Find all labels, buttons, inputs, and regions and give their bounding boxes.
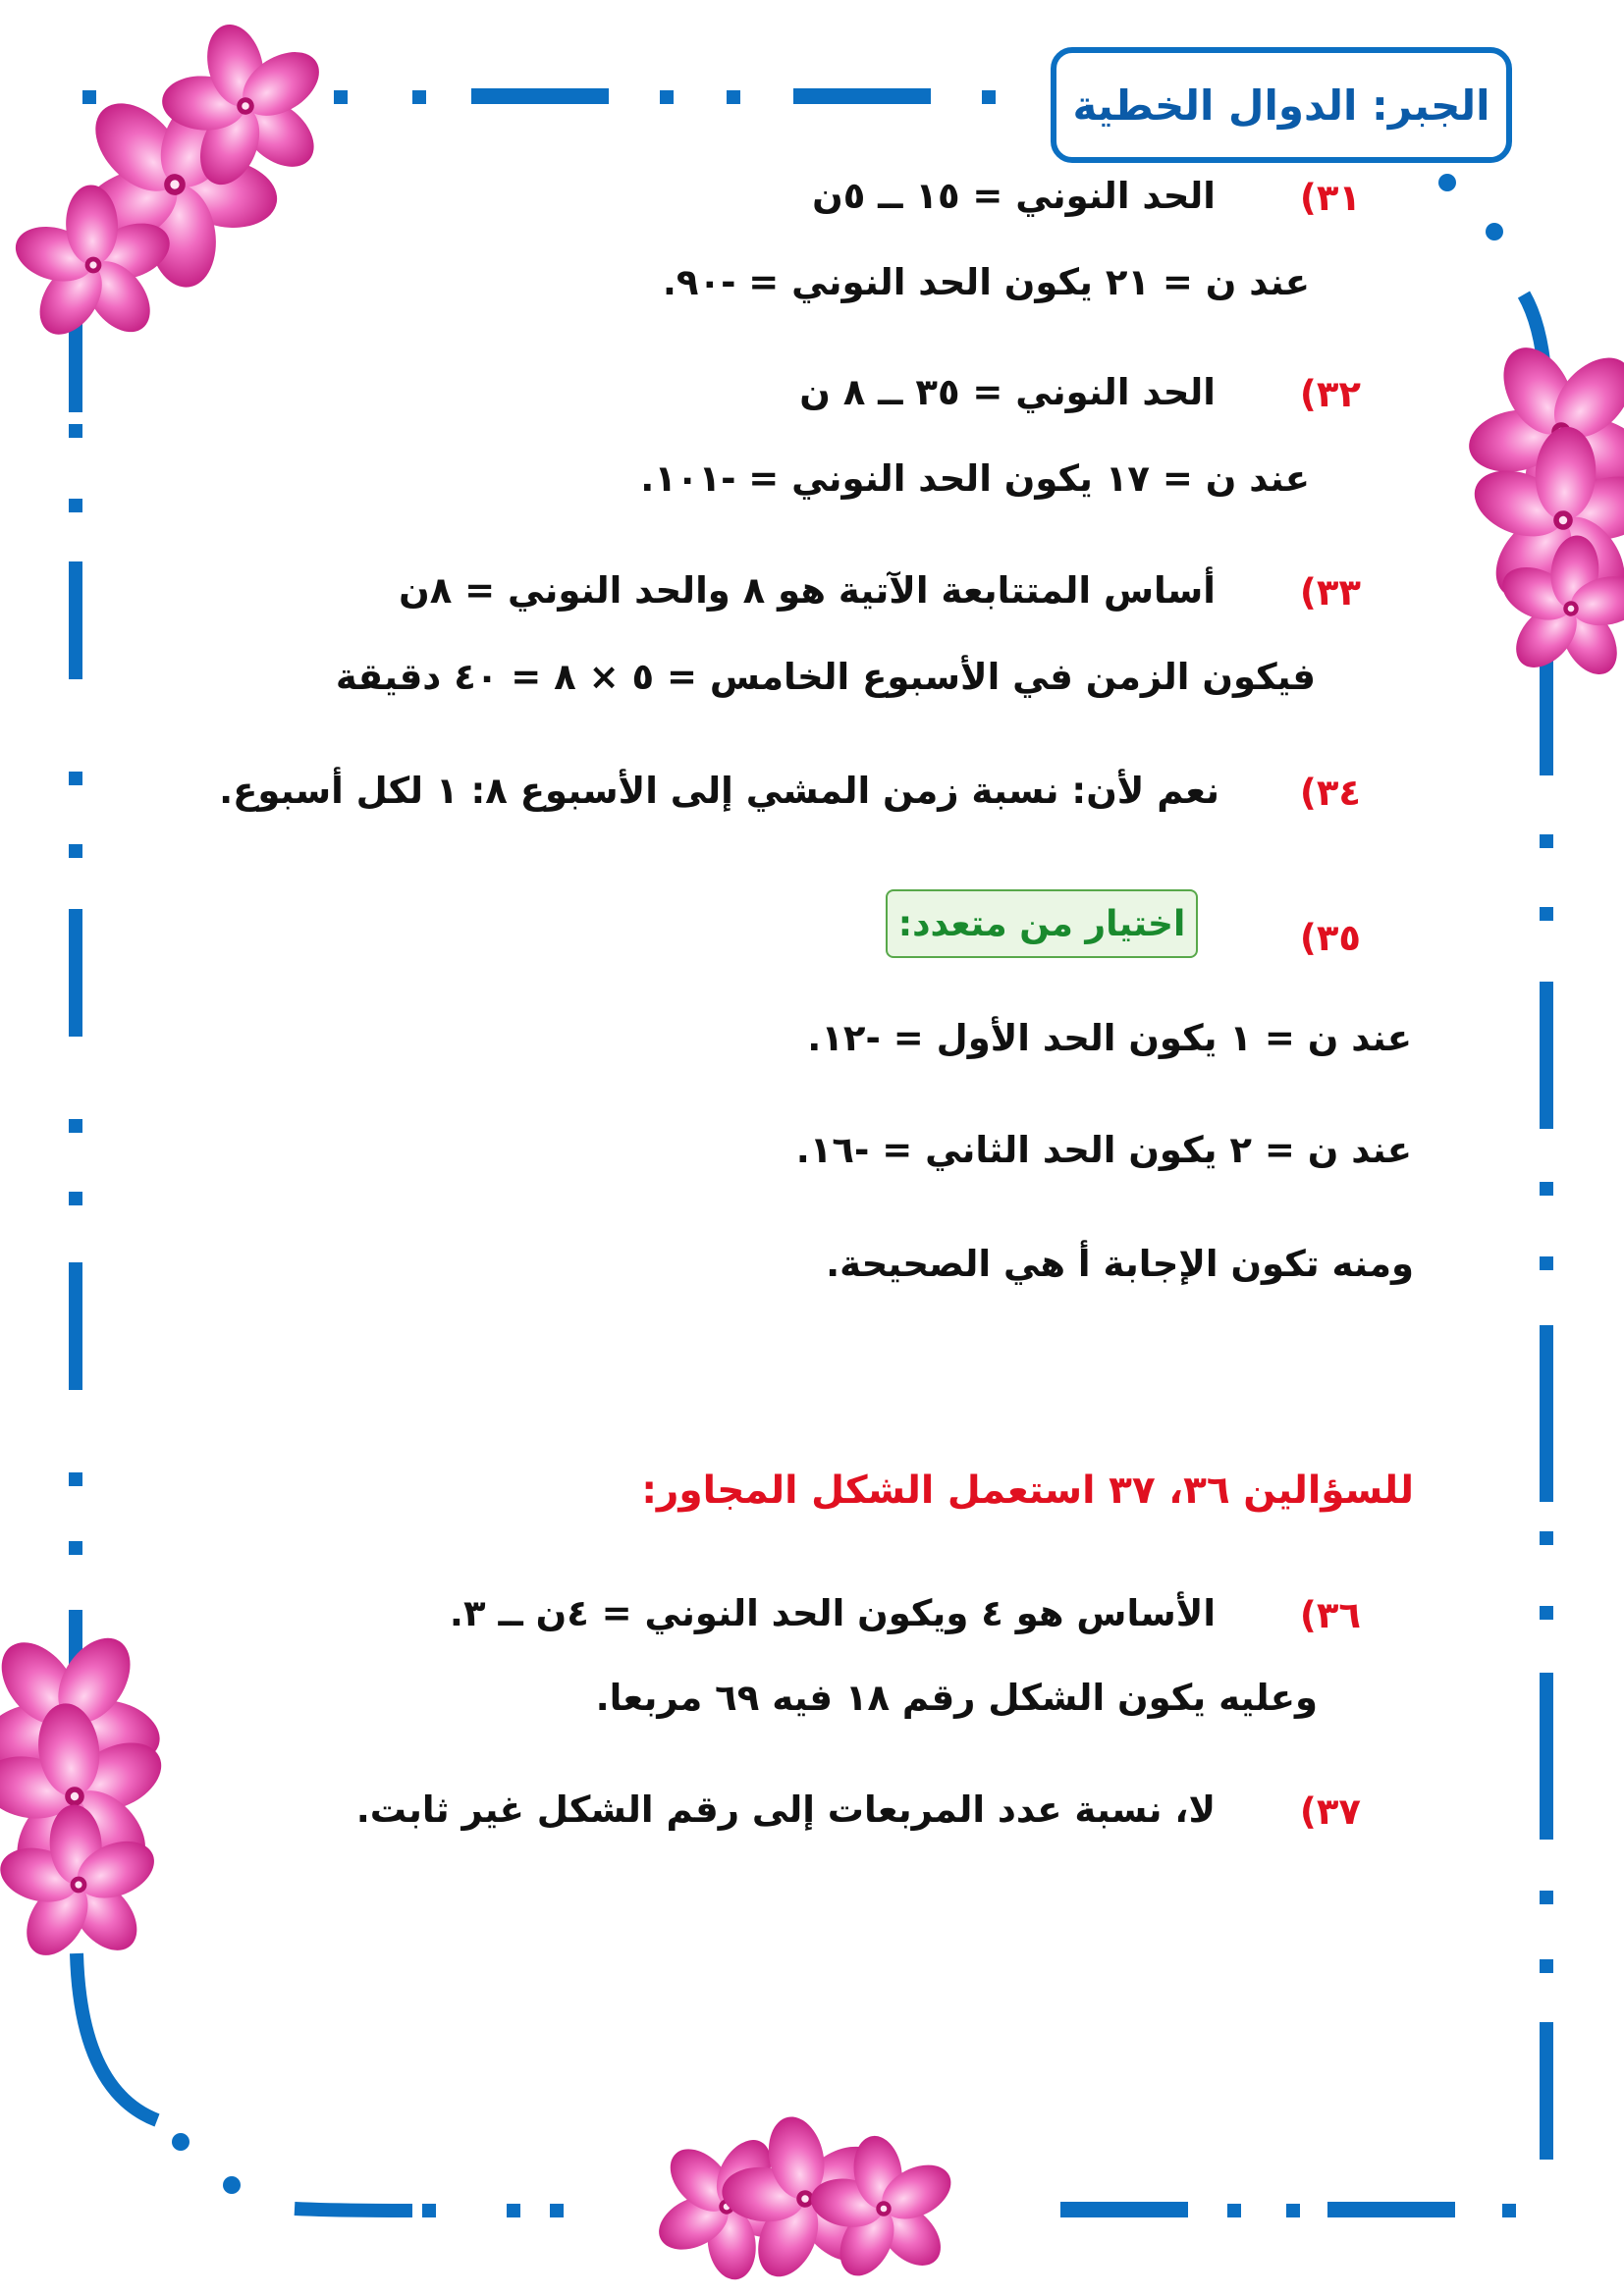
answer-line-33-1: أساس المتتابعة الآتية هو ٨ والحد النوني = ٨ن	[399, 569, 1216, 612]
answer-line-33-2: فيكون الزمن في الأسبوع الخامس = ٥ × ٨ = ٤٠ دقيقة	[335, 656, 1316, 698]
answer-line-31-1: الحد النوني = ١٥ ــ ٥ن	[812, 175, 1216, 217]
answer-line-32-2: عند ن = ١٧ يكون الحد النوني = -١٠١.	[640, 457, 1310, 500]
answer-line-35-3: ومنه تكون الإجابة أ هي الصحيحة.	[826, 1243, 1414, 1285]
question-number-34: ٣٤)	[1299, 772, 1361, 814]
flower-cluster-bottom	[641, 2081, 991, 2296]
multiple-choice-label-box	[886, 889, 1198, 958]
page-title-box	[1051, 47, 1512, 163]
page-title: الجبر: الدوال الخطية	[1072, 80, 1490, 130]
answer-line-36-2: وعليه يكون الشكل رقم ١٨ فيه ٦٩ مربعا.	[595, 1677, 1318, 1719]
question-number-31: ٣١)	[1299, 177, 1361, 219]
flower-cluster-left	[0, 1601, 201, 2001]
answer-line-36-1: الأساس هو ٤ ويكون الحد النوني = ٤ن ــ ٣.	[449, 1592, 1216, 1634]
answer-line-35-1: عند ن = ١ يكون الحد الأول = -١٢.	[807, 1017, 1412, 1059]
answer-line-31-2: عند ن = ٢١ يكون الحد النوني = -٩٠.	[662, 261, 1310, 303]
question-number-36: ٣٦)	[1299, 1594, 1361, 1636]
flower-cluster-top-left	[0, 0, 366, 371]
multiple-choice-label: اختيار من متعدد:	[897, 903, 1186, 944]
question-number-32: ٣٢)	[1299, 373, 1361, 415]
section-heading: للسؤالين ٣٦، ٣٧ استعمل الشكل المجاور:	[641, 1468, 1414, 1513]
answer-line-35-2: عند ن = ٢ يكون الحد الثاني = -١٦.	[795, 1129, 1412, 1171]
answer-line-37-1: لا، نسبة عدد المربعات إلى رقم الشكل غير ثابت.	[355, 1789, 1216, 1831]
question-number-33: ٣٣)	[1299, 571, 1361, 614]
question-number-35: ٣٥)	[1299, 917, 1361, 959]
answer-line-34-1: نعم لأن: نسبة زمن المشي إلى الأسبوع ٨: ١ لكل أسبوع.	[219, 770, 1219, 812]
answer-line-32-1: الحد النوني = ٣٥ ــ ٨ ن	[799, 371, 1216, 413]
flower-cluster-right	[1435, 303, 1624, 711]
question-number-37: ٣٧)	[1299, 1790, 1361, 1833]
